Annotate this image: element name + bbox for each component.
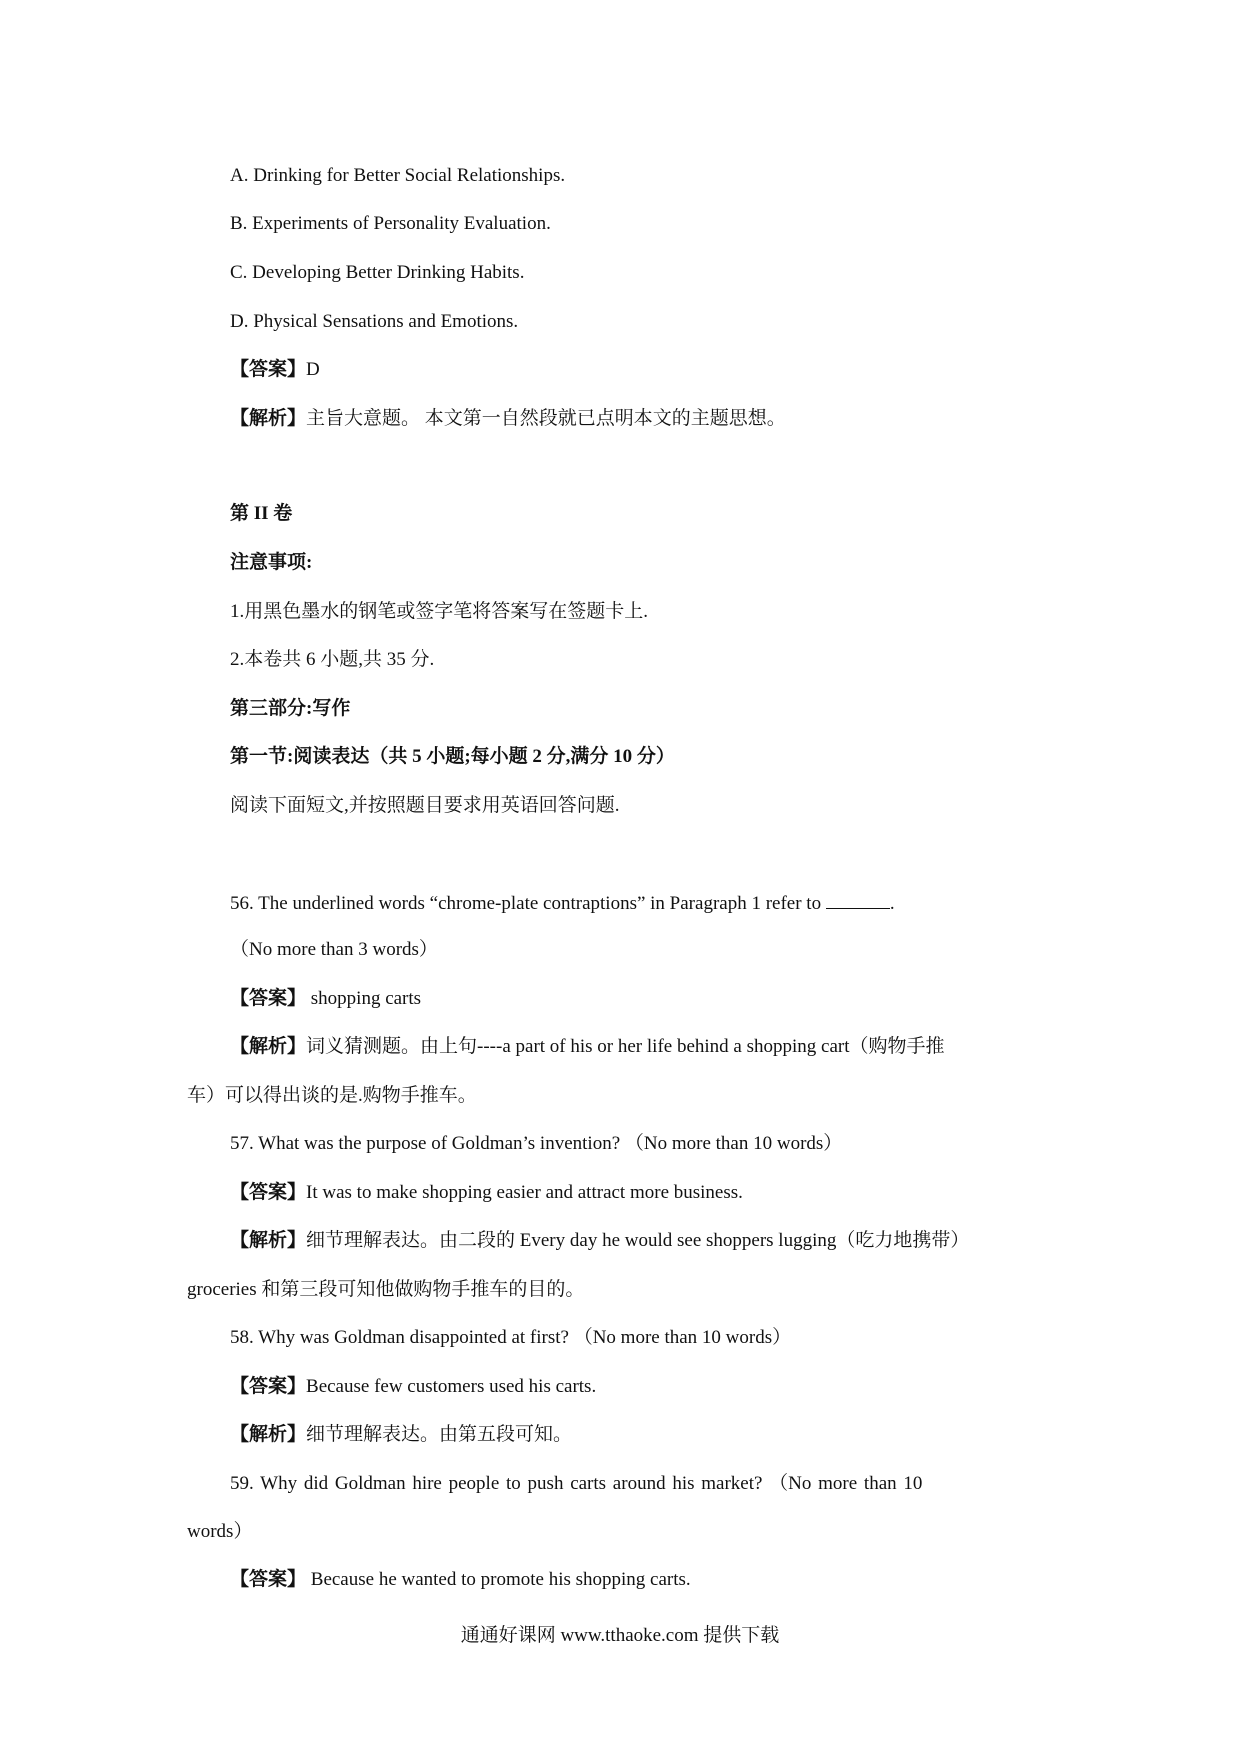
analysis-continued: groceries 和第三段可知他做购物手推车的目的。 (187, 1279, 585, 1300)
question-59: 59. Why did Goldman hire people to push carts around his market? （No more than 10 (230, 1473, 923, 1494)
question-56 (230, 890, 895, 916)
notice-title: 注意事项: (230, 552, 313, 573)
analysis-label: 【解析】 (230, 1424, 307, 1445)
analysis-line (230, 1423, 572, 1447)
answer-text: D (306, 359, 320, 380)
option-c: C. Developing Better Drinking Habits. (230, 262, 525, 283)
word-limit: （No more than 3 words） (230, 939, 438, 960)
answer-line (230, 358, 320, 382)
answer-text: Because he wanted to promote his shopping carts. (306, 1569, 691, 1590)
question-57: 57. What was the purpose of Goldman’s invention? （No more than 10 words） (230, 1133, 843, 1154)
answer-line (230, 1181, 743, 1205)
option-b: B. Experiments of Personality Evaluation. (230, 213, 551, 234)
answer-label: 【答案】 (230, 1376, 307, 1397)
answer-label: 【答案】 (230, 1569, 307, 1590)
analysis-label: 【解析】 (230, 1036, 307, 1057)
notice-item-1: 1.用黑色墨水的钢笔或签字笔将答案写在签题卡上. (230, 601, 649, 622)
analysis-line (230, 1229, 969, 1253)
question-end: . (889, 893, 895, 914)
analysis-label: 【解析】 (230, 408, 307, 429)
analysis-text: 词义猜测题。由上句----a part of his or her life behind a shopping cart（购物手推 (306, 1036, 945, 1057)
answer-blank (826, 890, 890, 909)
answer-line (230, 987, 421, 1011)
volume-title: 第 II 卷 (230, 503, 293, 524)
answer-label: 【答案】 (230, 988, 307, 1009)
analysis-continued: 车）可以得出谈的是.购物手推车。 (187, 1085, 477, 1106)
question-text: 56. The underlined words “chrome-plate contraptions” in Paragraph 1 refer to (230, 893, 822, 914)
page-footer: 通通好课网 www.tthaoke.com 提供下载 (460, 1625, 780, 1646)
question-59-continued: words） (187, 1521, 253, 1542)
analysis-text: 主旨大意题。 本文第一自然段就已点明本文的主题思想。 (306, 408, 786, 429)
answer-label: 【答案】 (230, 1182, 307, 1203)
instruction-text: 阅读下面短文,并按照题目要求用英语回答问题. (230, 795, 620, 816)
answer-text: shopping carts (306, 988, 422, 1009)
answer-line (230, 1375, 596, 1399)
answer-text: Because few customers used his carts. (306, 1376, 597, 1397)
analysis-text: 细节理解表达。由第五段可知。 (306, 1424, 573, 1445)
question-58: 58. Why was Goldman disappointed at first? （No more than 10 words） (230, 1327, 792, 1348)
answer-label: 【答案】 (230, 359, 307, 380)
part-title: 第三部分:写作 (230, 698, 351, 719)
analysis-line (230, 1035, 945, 1059)
analysis-label: 【解析】 (230, 1230, 307, 1251)
answer-line (230, 1568, 691, 1592)
answer-text: It was to make shopping easier and attract more business. (306, 1182, 743, 1203)
option-d: D. Physical Sensations and Emotions. (230, 311, 519, 332)
option-a: A. Drinking for Better Social Relationships. (230, 165, 566, 186)
notice-item-2: 2.本卷共 6 小题,共 35 分. (230, 649, 435, 670)
section-title: 第一节:阅读表达（共 5 小题;每小题 2 分,满分 10 分） (230, 746, 675, 767)
analysis-text: 细节理解表达。由二段的 Every day he would see shoppers lugging（吃力地携带） (306, 1230, 970, 1251)
analysis-line (230, 407, 786, 431)
